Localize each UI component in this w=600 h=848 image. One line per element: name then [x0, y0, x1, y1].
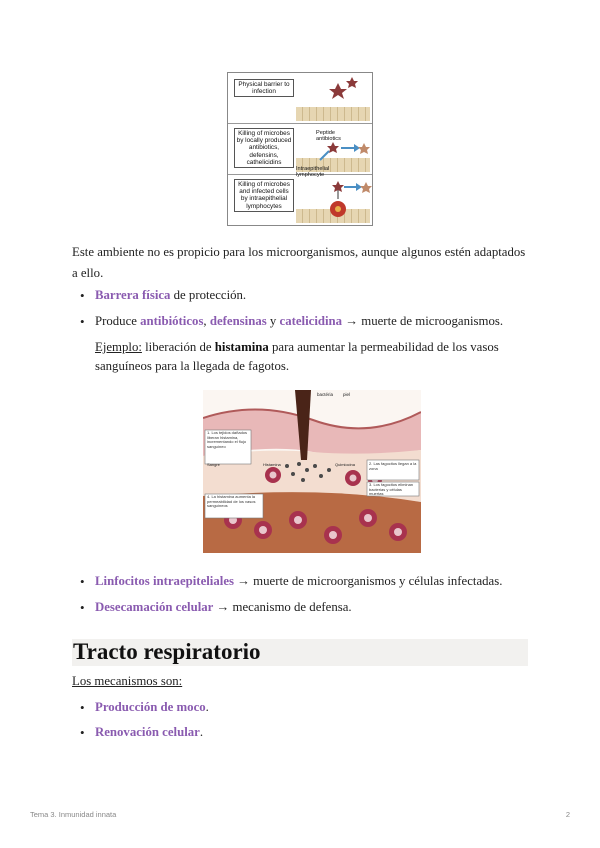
skin-illustration-graphic — [203, 390, 421, 553]
panel-side-label: Peptide antibiotics — [316, 130, 341, 142]
lymphocyte-icon — [228, 175, 372, 225]
keyword: Renovación celular — [95, 725, 200, 739]
panel-side-label: Intraepithelial lymphocyte — [296, 166, 330, 178]
page-number: 2 — [565, 810, 570, 819]
bold-term: histamina — [214, 340, 269, 354]
keyword: Linfocitos intraepiteliales — [95, 574, 234, 588]
keyword: catelicidina — [279, 314, 343, 328]
figure-label: piel — [343, 392, 351, 397]
diagram-panel-lymphocytes — [228, 166, 372, 225]
keyword: defensinas — [209, 314, 267, 328]
figure-label: 3. Los fagocitos eliminan bacterias y células muertas — [369, 482, 414, 497]
microbe-icon — [228, 73, 372, 123]
figure-label: bactéria — [317, 392, 334, 397]
example-part: para aumentar la permeabilidad de los vasos sanguíneos para la llegada de fagotos. — [95, 340, 499, 373]
panel-label: Physical barrier to infection — [234, 79, 294, 97]
figure-label: Sangre — [207, 462, 220, 467]
list-item — [95, 724, 525, 741]
footer-title: Tema 3. Inmunidad innata — [30, 810, 117, 819]
figure-label: 4. La histamina aumenta la permeabilidad de los vasos sanguíneos — [207, 494, 256, 509]
keyword: Desecamación celular — [95, 600, 214, 614]
figure-label: 2. Las fagocitos llegan a la zona — [369, 461, 417, 471]
skin-inflammation-illustration — [203, 390, 421, 553]
item-text: y — [266, 314, 280, 328]
item-text: → mecanismo de defensa. — [213, 600, 352, 614]
item-text: , — [203, 314, 210, 328]
figure-label: Histamina — [263, 462, 281, 467]
panel-label: Killing of microbes by locally produced antibiotics, defensins, cathelicidins — [234, 128, 294, 168]
item-text: Produce — [95, 314, 141, 328]
list-item — [95, 599, 525, 616]
item-text: → muerte de microorganismos y células infectadas. — [233, 574, 503, 588]
item-text: . — [199, 725, 204, 739]
list-item — [95, 573, 525, 590]
panel-label: Killing of microbes and infected cells by intraepithelial lymphocytes — [234, 179, 294, 212]
barrier-diagram — [227, 72, 373, 226]
section-intro: Los mecanismos son: — [72, 674, 183, 688]
keyword: Producción de moco — [95, 700, 206, 714]
diagram-panel-physical-barrier — [228, 73, 372, 124]
figure-label: 1. Los tejidos dañados liberan histamina, incrementando el flujo sanguíneo — [207, 430, 248, 449]
example-part: liberación de — [141, 340, 215, 354]
list-item — [95, 699, 525, 716]
list-item — [95, 313, 525, 330]
item-text: → muerte de microoganismos. — [342, 314, 504, 328]
example-label: Ejemplo: — [95, 340, 142, 354]
item-text: de protección. — [170, 288, 247, 302]
example-text — [95, 338, 515, 376]
keyword: Barrera física — [95, 288, 171, 302]
figure-label: Quimiocina — [335, 462, 356, 467]
list-item — [95, 287, 525, 304]
item-text: . — [205, 700, 209, 714]
keyword: antibióticos — [140, 314, 204, 328]
intro-paragraph: Este ambiente no es propicio para los microorganismos, aunque algunos estén adaptados a ello. — [72, 245, 526, 280]
section-heading: Tracto respiratorio — [73, 639, 261, 664]
